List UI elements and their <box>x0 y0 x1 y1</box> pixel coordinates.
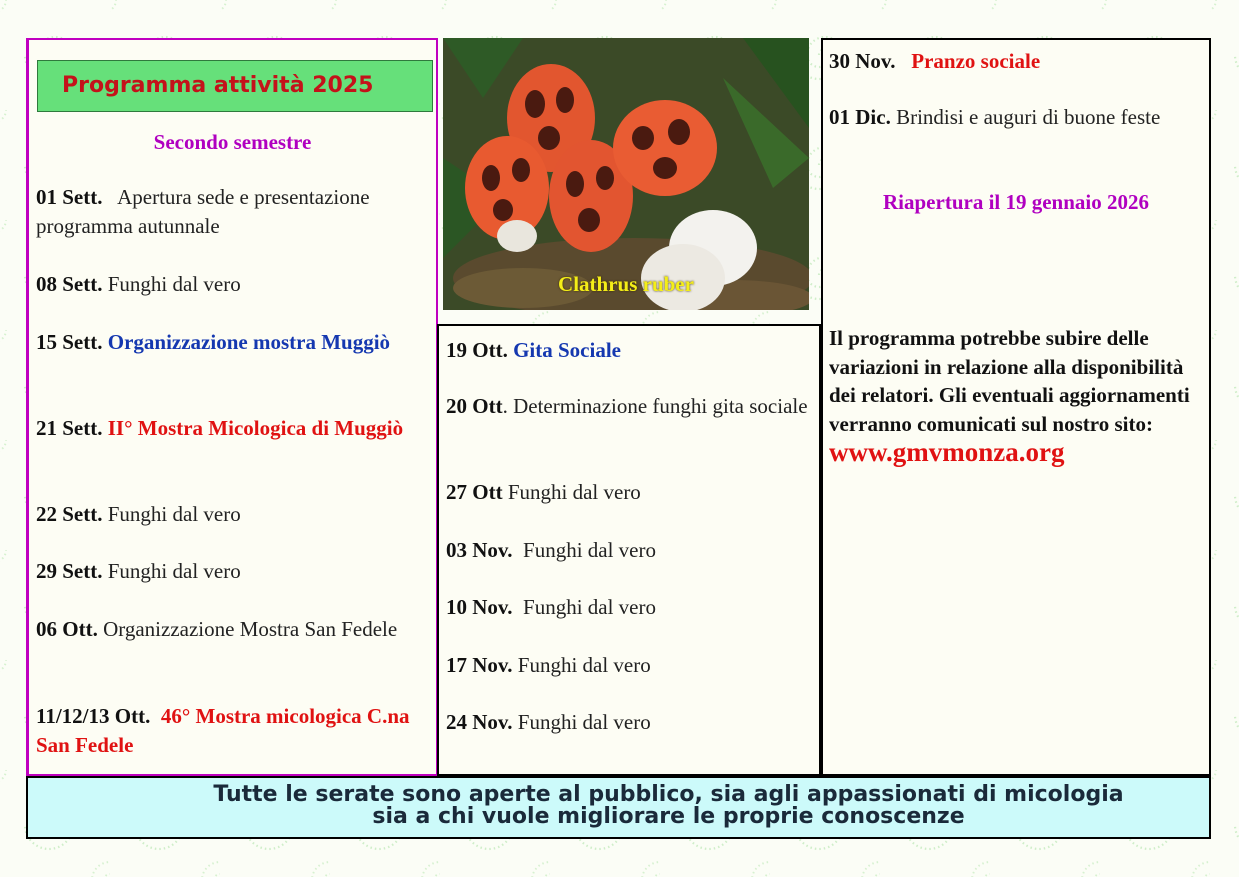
schedule-column-october-november <box>437 324 821 776</box>
event-date: 24 Nov. <box>446 710 513 734</box>
event-date: 27 Ott <box>446 480 503 504</box>
event-text: Funghi dal vero <box>517 710 651 734</box>
list-item <box>36 328 428 357</box>
event-text: II° Mostra Micologica di Muggiò <box>107 416 404 440</box>
photo-caption: Clathrus ruber <box>558 272 694 296</box>
event-text: Organizzazione mostra Muggiò <box>107 330 391 354</box>
site-label: sito: <box>1114 411 1153 436</box>
event-text: Brindisi e auguri di buone feste <box>896 105 1161 129</box>
event-date: 15 Sett. <box>36 330 103 354</box>
event-text: Funghi dal vero <box>107 559 241 583</box>
event-date: 01 Sett. <box>36 185 103 209</box>
event-text: Pranzo sociale <box>911 49 1041 73</box>
list-item <box>829 103 1201 132</box>
clathrus-ruber-illustration <box>443 38 809 310</box>
event-text: Organizzazione Mostra San Fedele <box>103 617 398 641</box>
event-date: 30 Nov. <box>829 49 896 73</box>
reopening-notice: Riapertura il 19 gennaio 2026 <box>883 190 1149 214</box>
event-text: Funghi dal vero <box>507 480 641 504</box>
list-item <box>446 478 813 507</box>
footer-banner <box>26 776 1211 839</box>
event-text: Apertura sede e presentazione programma autunnale <box>36 185 370 238</box>
list-item <box>446 536 813 565</box>
event-date: 03 Nov. <box>446 538 513 562</box>
event-text: Funghi dal vero <box>523 538 656 562</box>
list-item <box>36 270 428 299</box>
list-item <box>36 557 428 586</box>
event-date: 20 Ott <box>446 394 503 418</box>
page-title: Programma attività 2025 <box>37 60 433 112</box>
schedule-column-november-december <box>821 38 1211 776</box>
event-date: 22 Sett. <box>36 502 103 526</box>
list-item <box>446 336 813 365</box>
semester-subtitle: Secondo semestre <box>153 130 312 154</box>
footer-line-1: Tutte le serate sono aperte al pubblico, sia agli appassionati di micologia <box>213 782 1124 807</box>
list-item <box>36 500 428 529</box>
list-item <box>446 651 813 680</box>
event-text: 46° Mostra micologica C.na San Fedele <box>36 704 410 757</box>
event-date: 29 Sett. <box>36 559 103 583</box>
list-item <box>36 615 428 644</box>
mushroom-photo <box>443 38 809 310</box>
schedule-column-september-october <box>26 38 438 776</box>
note-text: Il programma potrebbe subire delle variazioni in relazione alla disponibilità dei relatori. Gli eventuali aggiornamenti verranno comunicati sul nostro <box>829 326 1190 436</box>
event-date: 01 Dic. <box>829 105 891 129</box>
event-text: Funghi dal vero <box>517 653 651 677</box>
event-text: Funghi dal vero <box>523 595 656 619</box>
footer-line-2: sia a chi vuole migliorare le proprie conoscenze <box>372 804 965 829</box>
event-date: 17 Nov. <box>446 653 513 677</box>
event-date: 19 Ott. <box>446 338 508 362</box>
list-item <box>829 47 1201 76</box>
event-date: 10 Nov. <box>446 595 513 619</box>
list-item <box>36 414 428 443</box>
website-link[interactable]: www.gmvmonza.org <box>829 437 1065 467</box>
program-note <box>829 324 1201 469</box>
event-text: Funghi dal vero <box>107 502 241 526</box>
list-item <box>446 708 813 737</box>
list-item <box>446 593 813 622</box>
list-item <box>36 702 428 760</box>
list-item <box>36 183 428 241</box>
list-item <box>446 392 813 421</box>
event-text: . Determinazione funghi gita sociale <box>502 394 808 418</box>
event-date: 11/12/13 Ott. <box>36 704 151 728</box>
event-date: 08 Sett. <box>36 272 103 296</box>
event-text: Funghi dal vero <box>107 272 241 296</box>
event-text: Gita Sociale <box>513 338 621 362</box>
event-date: 06 Ott. <box>36 617 98 641</box>
event-date: 21 Sett. <box>36 416 103 440</box>
